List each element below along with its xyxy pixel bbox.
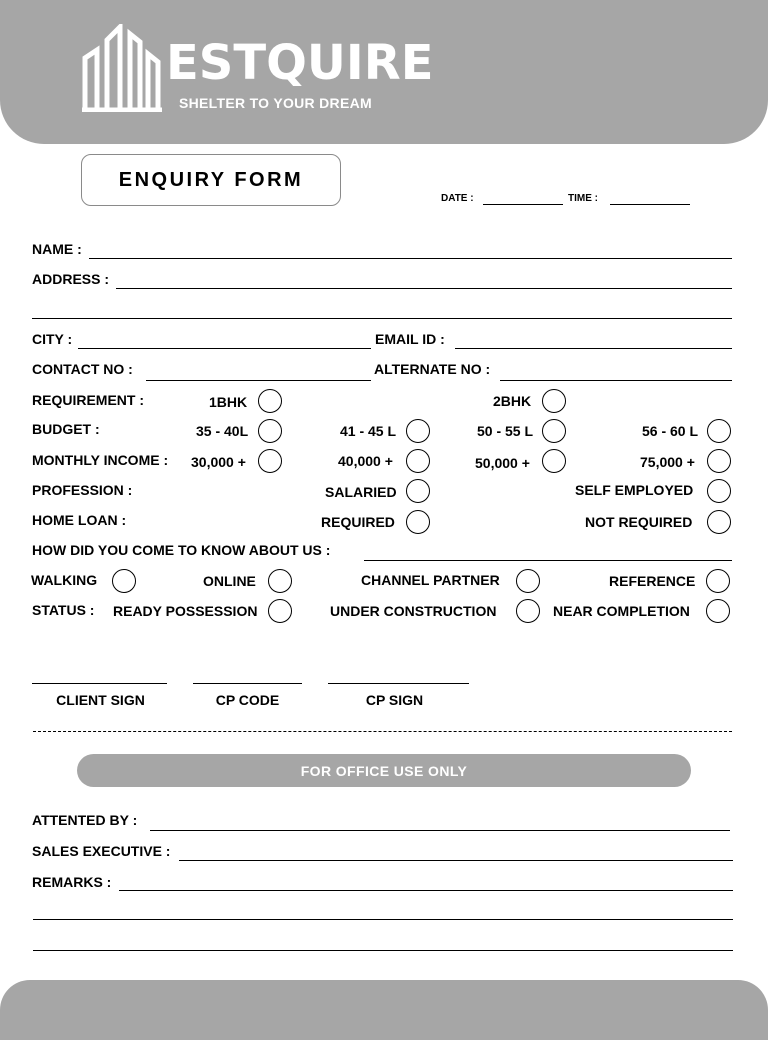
status-label: STATUS : — [32, 602, 95, 618]
sales-executive-field[interactable] — [179, 860, 733, 861]
radio-near-completion[interactable] — [706, 599, 730, 623]
radio-self-employed[interactable] — [707, 479, 731, 503]
option-label-self-employed: SELF EMPLOYED — [575, 482, 694, 498]
address-field[interactable] — [116, 288, 732, 289]
option-label-channel-partner: CHANNEL PARTNER — [361, 572, 500, 588]
option-label-walking: WALKING — [31, 572, 98, 588]
option-label-budget-50-55: 50 - 55 L — [477, 423, 534, 439]
footer-banner — [0, 980, 768, 1040]
attended-by-label: ATTENTED BY : — [32, 812, 138, 828]
attended-by-field[interactable] — [150, 830, 730, 831]
option-label-under-construction: UNDER CONSTRUCTION — [330, 603, 497, 619]
office-use-banner: FOR OFFICE USE ONLY — [77, 754, 691, 787]
address-field-line-2[interactable] — [32, 318, 732, 319]
radio-reference[interactable] — [706, 569, 730, 593]
radio-channel-partner[interactable] — [516, 569, 540, 593]
alternate-field[interactable] — [500, 380, 732, 381]
date-field[interactable] — [483, 204, 563, 205]
address-label: ADDRESS : — [32, 271, 110, 287]
cp-code-field[interactable] — [193, 683, 302, 684]
option-label-budget-35-40: 35 - 40L — [196, 423, 249, 439]
requirement-label: REQUIREMENT : — [32, 392, 144, 408]
radio-2bhk[interactable] — [542, 389, 566, 413]
radio-walking[interactable] — [112, 569, 136, 593]
date-label: DATE : — [441, 193, 474, 204]
cp-sign-label: CP SIGN — [365, 692, 424, 708]
source-field[interactable] — [364, 560, 732, 561]
option-label-near-completion: NEAR COMPLETION — [553, 603, 690, 619]
brand-tagline: SHELTER TO YOUR DREAM — [179, 95, 372, 111]
time-label: TIME : — [568, 193, 598, 204]
option-label-loan-not-required: NOT REQUIRED — [585, 514, 693, 530]
profession-label: PROFESSION : — [32, 482, 133, 498]
name-label: NAME : — [32, 241, 82, 257]
option-label-income-75000: 75,000 + — [640, 454, 695, 470]
source-question-label: HOW DID YOU COME TO KNOW ABOUT US : — [32, 542, 331, 558]
form-title: ENQUIRY FORM — [81, 154, 341, 206]
city-label: CITY : — [32, 331, 73, 347]
client-sign-field[interactable] — [32, 683, 167, 684]
option-label-income-40000: 40,000 + — [338, 453, 393, 469]
contact-label: CONTACT NO : — [32, 361, 133, 377]
option-label-budget-41-45: 41 - 45 L — [340, 423, 397, 439]
option-label-1bhk: 1BHK — [209, 394, 248, 410]
radio-1bhk[interactable] — [258, 389, 282, 413]
option-label-budget-56-60: 56 - 60 L — [642, 423, 699, 439]
budget-label: BUDGET : — [32, 421, 100, 437]
dashed-divider — [33, 731, 732, 732]
name-field[interactable] — [89, 258, 732, 259]
option-label-loan-required: REQUIRED — [321, 514, 395, 530]
email-field[interactable] — [455, 348, 732, 349]
client-sign-label: CLIENT SIGN — [56, 692, 145, 708]
radio-online[interactable] — [268, 569, 292, 593]
radio-income-30000[interactable] — [258, 449, 282, 473]
cp-code-label: CP CODE — [215, 692, 280, 708]
radio-income-75000[interactable] — [707, 449, 731, 473]
radio-income-50000[interactable] — [542, 449, 566, 473]
radio-budget-41-45[interactable] — [406, 419, 430, 443]
radio-salaried[interactable] — [406, 479, 430, 503]
radio-budget-50-55[interactable] — [542, 419, 566, 443]
radio-loan-required[interactable] — [406, 510, 430, 534]
radio-income-40000[interactable] — [406, 449, 430, 473]
brand-name: ESTQUIRE — [166, 35, 434, 91]
alternate-label: ALTERNATE NO : — [374, 361, 491, 377]
option-label-income-30000: 30,000 + — [191, 454, 246, 470]
option-label-income-50000: 50,000 + — [475, 455, 530, 471]
building-logo-icon — [82, 24, 162, 117]
radio-under-construction[interactable] — [516, 599, 540, 623]
radio-budget-56-60[interactable] — [707, 419, 731, 443]
sales-executive-label: SALES EXECUTIVE : — [32, 843, 171, 859]
option-label-reference: REFERENCE — [609, 573, 696, 589]
option-label-2bhk: 2BHK — [493, 393, 532, 409]
cp-sign-field[interactable] — [328, 683, 469, 684]
time-field[interactable] — [610, 204, 690, 205]
remarks-field-line-3[interactable] — [33, 950, 733, 951]
remarks-field[interactable] — [119, 890, 733, 891]
email-label: EMAIL ID : — [375, 331, 445, 347]
radio-ready-possession[interactable] — [268, 599, 292, 623]
contact-field[interactable] — [146, 380, 371, 381]
option-label-online: ONLINE — [203, 573, 256, 589]
remarks-field-line-2[interactable] — [33, 919, 733, 920]
home-loan-label: HOME LOAN : — [32, 512, 127, 528]
option-label-salaried: SALARIED — [325, 484, 397, 500]
radio-loan-not-required[interactable] — [707, 510, 731, 534]
remarks-label: REMARKS : — [32, 874, 112, 890]
monthly-income-label: MONTHLY INCOME : — [32, 452, 169, 468]
option-label-ready-possession: READY POSSESSION — [113, 603, 258, 619]
radio-budget-35-40[interactable] — [258, 419, 282, 443]
city-field[interactable] — [78, 348, 371, 349]
